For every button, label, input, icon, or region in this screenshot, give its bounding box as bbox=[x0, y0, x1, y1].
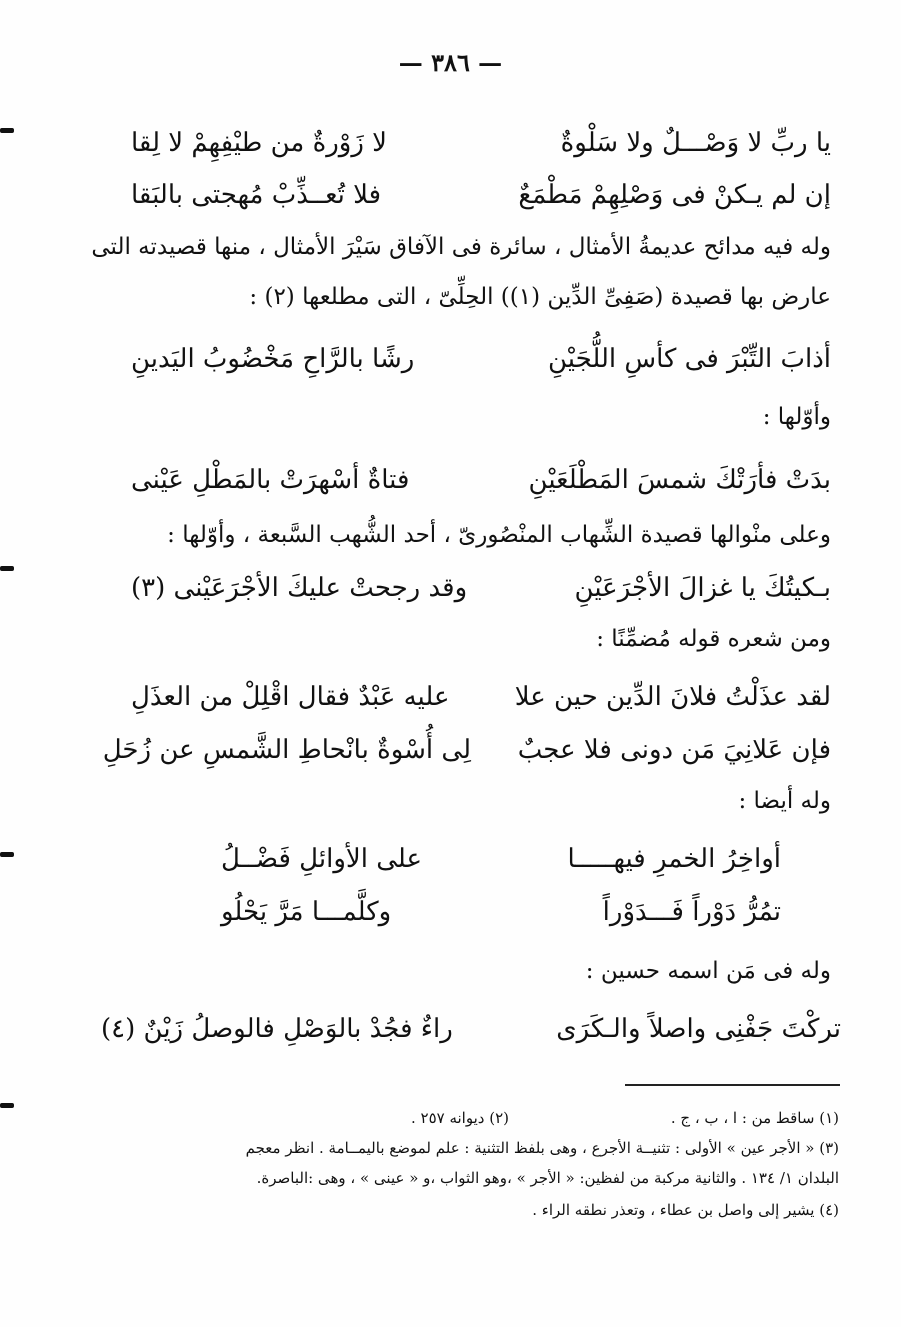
page-number: — ٣٨٦ — bbox=[398, 48, 503, 77]
prose-line: وله فى مَن اسمه حسين : bbox=[585, 958, 831, 984]
verse-first-hemistich: بدَتْ فأرَتْكَ شمسَ المَطْلَعَيْنِ bbox=[528, 465, 831, 495]
verse-second-hemistich: راءٌ فجُدْ بالوَصْلِ فالوصلُ زَيْنٌ (٤) bbox=[101, 1014, 453, 1044]
margin-mark bbox=[0, 852, 14, 857]
verse-second-hemistich: فتاةٌ أسْهرَتْ بالمَطْلِ عَيْنى bbox=[131, 465, 410, 495]
footnote-4: (٤) يشير إلى واصل بن عطاء ، وتعذر نطقه الراء . bbox=[532, 1201, 839, 1219]
footnote-separator bbox=[625, 1084, 840, 1086]
verse-line bbox=[131, 334, 831, 384]
verse-line bbox=[221, 834, 781, 884]
verse-second-hemistich: رشًا بالرَّاحِ مَخْضُوبُ اليَدينِ bbox=[131, 344, 415, 374]
verse-line bbox=[131, 455, 831, 505]
verse-second-hemistich: وقد رجحتْ عليكَ الأجْرَعَيْنى (٣) bbox=[131, 573, 468, 603]
footnote-2: (٢) ديوانه ٢٥٧ . bbox=[410, 1109, 509, 1127]
footnote-1: (١) ساقط من : ا ، ب ، ج . bbox=[670, 1109, 839, 1127]
verse-first-hemistich: يا ربِّ لا وَصْـــلٌ ولا سَلْوةٌ bbox=[560, 128, 831, 158]
footnote-3-line-2: البلدان ١/ ١٣٤ . والثانية مركبة من لفظين: « الأجر » ،وهو الثواب ،و « عينى » ، وهى :الباصرة. bbox=[256, 1169, 839, 1187]
prose-line: عارض بها قصيدة (صَفِىِّ الدِّين (١)) الحِلِّىّ ، التى مطلعها (٢) : bbox=[249, 284, 831, 310]
verse-first-hemistich: إن لم يـكنْ فى وَصْلِهِمْ مَطْمَعٌ bbox=[518, 180, 831, 210]
verse-first-hemistich: لقد عذَلْتُ فلانَ الدِّين حين علا bbox=[514, 682, 831, 712]
prose-line: ومن شعره قوله مُضمِّنًا : bbox=[596, 626, 831, 652]
verse-first-hemistich: فإن عَلانِيَ مَن دونى فلا عجبٌ bbox=[517, 735, 831, 765]
prose-line: وله فيه مدائح عديمةُ الأمثال ، سائرة فى الآفاق سَيْرَ الأمثال ، منها قصيدته التى bbox=[91, 234, 831, 260]
verse-second-hemistich: لا زَوْرةٌ من طيْفِهِمْ لا لِقا bbox=[131, 128, 387, 158]
margin-mark bbox=[0, 128, 14, 133]
verse-first-hemistich: تمُرُّ دَوْراً فَـــدَوْراً bbox=[602, 897, 781, 927]
footnote-row bbox=[99, 1104, 839, 1132]
verse-second-hemistich: وكلَّمـــا مَرَّ يَحْلُو bbox=[221, 897, 392, 927]
verse-first-hemistich: أذابَ التِّبْرَ فى كأسِ اللُّجَيْنِ bbox=[547, 344, 831, 374]
verse-second-hemistich: لِى أُسْوةٌ بانْحاطِ الشَّمسِ عن زُحَلِ bbox=[102, 735, 471, 765]
verse-first-hemistich: تركْتَ جَفْنِى واصلاً والـكَرَى bbox=[556, 1014, 841, 1044]
prose-line: وأوّلها : bbox=[762, 404, 831, 430]
verse-line bbox=[131, 170, 831, 220]
verse-line bbox=[101, 1004, 841, 1054]
footnote-3-line-1: (٣) « الأجر عين » الأولى : تثنيــة الأجرع ، وهى بلفظ التثنية : علم لموضع باليمــامة . انظر معجم bbox=[245, 1139, 839, 1157]
verse-line bbox=[131, 563, 831, 613]
prose-line: وله أيضا : bbox=[738, 788, 831, 814]
verse-line bbox=[131, 672, 831, 722]
verse-first-hemistich: أواخِرُ الخمرِ فيهـــــا bbox=[567, 844, 781, 874]
verse-line bbox=[221, 887, 781, 937]
verse-second-hemistich: عليه عَبْدٌ فقال اقْلِلْ من العذَلِ bbox=[131, 682, 450, 712]
verse-second-hemistich: على الأوائلِ فَضْــلُ bbox=[221, 844, 422, 874]
prose-line: وعلى منْوالها قصيدة الشِّهاب المنْصُورىّ ، أحد الشُّهب السَّبعة ، وأوّلها : bbox=[167, 522, 831, 548]
verse-first-hemistich: بـكيتُكَ يا غزالَ الأجْرَعَيْنِ bbox=[574, 573, 831, 603]
verse-line bbox=[131, 118, 831, 168]
verse-second-hemistich: فلا تُعــذِّبْ مُهجتى بالبَقا bbox=[131, 180, 382, 210]
verse-line bbox=[102, 725, 831, 775]
margin-mark bbox=[0, 566, 14, 571]
margin-mark bbox=[0, 1103, 14, 1108]
